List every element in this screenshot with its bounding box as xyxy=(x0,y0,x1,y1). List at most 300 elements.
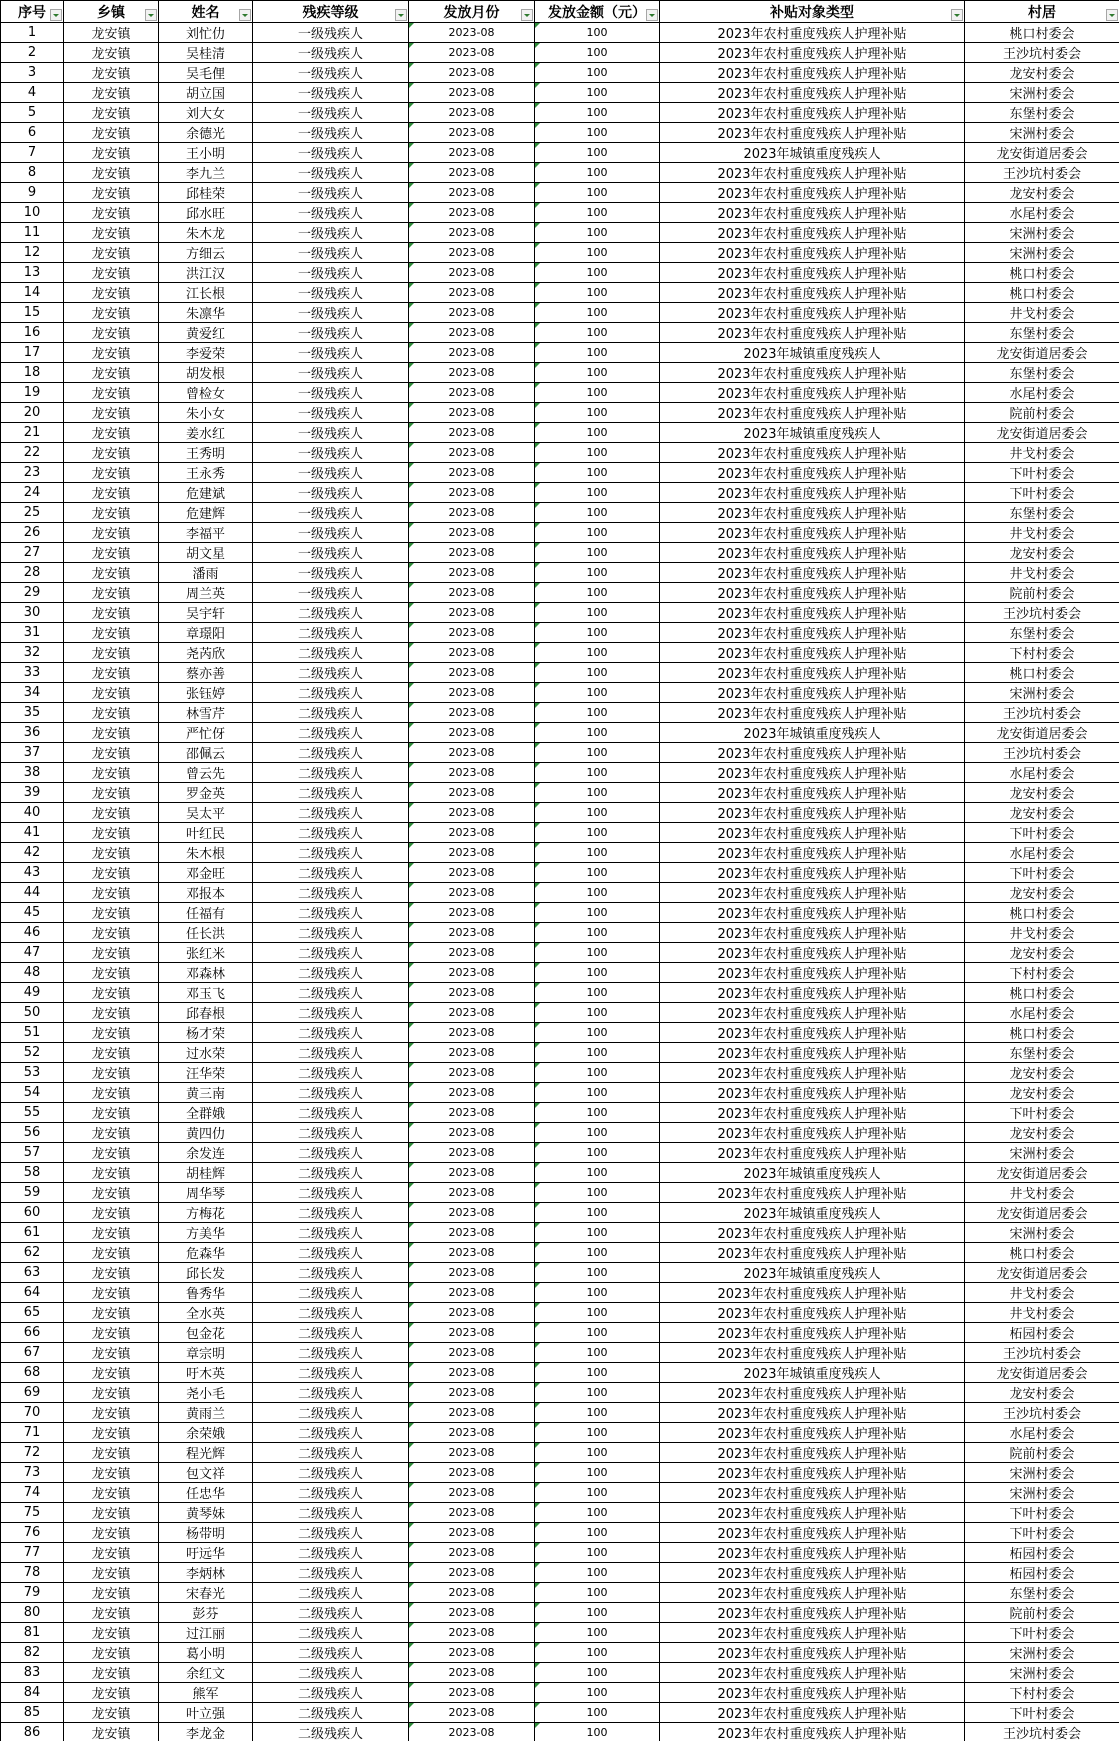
cell-amount[interactable]: 100 xyxy=(535,123,660,143)
cell-village[interactable]: 井戈村委会 xyxy=(965,1283,1119,1303)
cell-amount[interactable]: 100 xyxy=(535,883,660,903)
cell-month[interactable]: 2023-08 xyxy=(409,883,535,903)
cell-village[interactable]: 井戈村委会 xyxy=(965,923,1119,943)
cell-village[interactable]: 龙安村委会 xyxy=(965,783,1119,803)
filter-dropdown-icon[interactable] xyxy=(951,9,963,21)
cell-amount[interactable]: 100 xyxy=(535,23,660,43)
cell-index[interactable]: 80 xyxy=(1,1603,64,1623)
cell-village[interactable]: 宋洲村委会 xyxy=(965,1483,1119,1503)
cell-township[interactable]: 龙安镇 xyxy=(64,1123,159,1143)
cell-disability-level[interactable]: 一级残疾人 xyxy=(253,43,409,63)
cell-village[interactable]: 宋洲村委会 xyxy=(965,1663,1119,1683)
cell-village[interactable]: 东堡村委会 xyxy=(965,503,1119,523)
cell-township[interactable]: 龙安镇 xyxy=(64,663,159,683)
cell-disability-level[interactable]: 二级残疾人 xyxy=(253,983,409,1003)
cell-subsidy-type[interactable]: 2023年农村重度残疾人护理补贴 xyxy=(660,663,965,683)
cell-township[interactable]: 龙安镇 xyxy=(64,503,159,523)
cell-township[interactable]: 龙安镇 xyxy=(64,443,159,463)
cell-township[interactable]: 龙安镇 xyxy=(64,1463,159,1483)
cell-disability-level[interactable]: 一级残疾人 xyxy=(253,403,409,423)
cell-name[interactable]: 胡发根 xyxy=(159,363,253,383)
cell-subsidy-type[interactable]: 2023年农村重度残疾人护理补贴 xyxy=(660,203,965,223)
cell-amount[interactable]: 100 xyxy=(535,383,660,403)
cell-amount[interactable]: 100 xyxy=(535,703,660,723)
cell-disability-level[interactable]: 二级残疾人 xyxy=(253,683,409,703)
cell-disability-level[interactable]: 二级残疾人 xyxy=(253,843,409,863)
cell-subsidy-type[interactable]: 2023年农村重度残疾人护理补贴 xyxy=(660,1023,965,1043)
cell-name[interactable]: 周兰英 xyxy=(159,583,253,603)
header-subsidy-type[interactable] xyxy=(660,1,965,23)
cell-disability-level[interactable]: 一级残疾人 xyxy=(253,203,409,223)
cell-village[interactable]: 下叶村委会 xyxy=(965,1523,1119,1543)
cell-amount[interactable]: 100 xyxy=(535,1043,660,1063)
cell-township[interactable]: 龙安镇 xyxy=(64,543,159,563)
cell-subsidy-type[interactable]: 2023年农村重度残疾人护理补贴 xyxy=(660,563,965,583)
cell-month[interactable]: 2023-08 xyxy=(409,403,535,423)
cell-name[interactable]: 林雪芹 xyxy=(159,703,253,723)
cell-township[interactable]: 龙安镇 xyxy=(64,903,159,923)
cell-amount[interactable]: 100 xyxy=(535,1343,660,1363)
cell-amount[interactable]: 100 xyxy=(535,1203,660,1223)
cell-index[interactable]: 64 xyxy=(1,1283,64,1303)
cell-township[interactable]: 龙安镇 xyxy=(64,323,159,343)
cell-month[interactable]: 2023-08 xyxy=(409,1503,535,1523)
cell-name[interactable]: 邱春根 xyxy=(159,1003,253,1023)
cell-village[interactable]: 桃口村委会 xyxy=(965,663,1119,683)
cell-village[interactable]: 院前村委会 xyxy=(965,1443,1119,1463)
cell-disability-level[interactable]: 二级残疾人 xyxy=(253,723,409,743)
cell-subsidy-type[interactable]: 2023年农村重度残疾人护理补贴 xyxy=(660,363,965,383)
cell-subsidy-type[interactable]: 2023年农村重度残疾人护理补贴 xyxy=(660,523,965,543)
cell-amount[interactable]: 100 xyxy=(535,743,660,763)
cell-township[interactable]: 龙安镇 xyxy=(64,263,159,283)
cell-amount[interactable]: 100 xyxy=(535,463,660,483)
cell-amount[interactable]: 100 xyxy=(535,1623,660,1643)
cell-township[interactable]: 龙安镇 xyxy=(64,183,159,203)
cell-township[interactable]: 龙安镇 xyxy=(64,943,159,963)
cell-amount[interactable]: 100 xyxy=(535,1123,660,1143)
cell-name[interactable]: 危建斌 xyxy=(159,483,253,503)
cell-disability-level[interactable]: 二级残疾人 xyxy=(253,1403,409,1423)
cell-subsidy-type[interactable]: 2023年农村重度残疾人护理补贴 xyxy=(660,1063,965,1083)
cell-amount[interactable]: 100 xyxy=(535,1023,660,1043)
cell-subsidy-type[interactable]: 2023年农村重度残疾人护理补贴 xyxy=(660,63,965,83)
cell-name[interactable]: 周华琴 xyxy=(159,1183,253,1203)
cell-amount[interactable]: 100 xyxy=(535,683,660,703)
cell-disability-level[interactable]: 二级残疾人 xyxy=(253,1563,409,1583)
cell-disability-level[interactable]: 一级残疾人 xyxy=(253,223,409,243)
cell-amount[interactable]: 100 xyxy=(535,1063,660,1083)
cell-township[interactable]: 龙安镇 xyxy=(64,1283,159,1303)
cell-index[interactable]: 46 xyxy=(1,923,64,943)
cell-village[interactable]: 下村村委会 xyxy=(965,963,1119,983)
cell-month[interactable]: 2023-08 xyxy=(409,563,535,583)
cell-name[interactable]: 胡立国 xyxy=(159,83,253,103)
cell-disability-level[interactable]: 二级残疾人 xyxy=(253,1223,409,1243)
cell-name[interactable]: 余红文 xyxy=(159,1663,253,1683)
cell-village[interactable]: 桃口村委会 xyxy=(965,983,1119,1003)
cell-disability-level[interactable]: 二级残疾人 xyxy=(253,1483,409,1503)
cell-index[interactable]: 23 xyxy=(1,463,64,483)
cell-amount[interactable]: 100 xyxy=(535,1363,660,1383)
cell-village[interactable]: 龙安街道居委会 xyxy=(965,1263,1119,1283)
cell-township[interactable]: 龙安镇 xyxy=(64,103,159,123)
header-village[interactable] xyxy=(965,1,1119,23)
cell-amount[interactable]: 100 xyxy=(535,1403,660,1423)
cell-township[interactable]: 龙安镇 xyxy=(64,583,159,603)
cell-amount[interactable]: 100 xyxy=(535,863,660,883)
cell-month[interactable]: 2023-08 xyxy=(409,283,535,303)
cell-month[interactable]: 2023-08 xyxy=(409,1343,535,1363)
cell-township[interactable]: 龙安镇 xyxy=(64,243,159,263)
cell-index[interactable]: 52 xyxy=(1,1043,64,1063)
cell-disability-level[interactable]: 二级残疾人 xyxy=(253,1183,409,1203)
cell-amount[interactable]: 100 xyxy=(535,803,660,823)
cell-village[interactable]: 王沙坑村委会 xyxy=(965,603,1119,623)
cell-name[interactable]: 杨才荣 xyxy=(159,1023,253,1043)
cell-township[interactable]: 龙安镇 xyxy=(64,683,159,703)
cell-month[interactable]: 2023-08 xyxy=(409,183,535,203)
cell-subsidy-type[interactable]: 2023年农村重度残疾人护理补贴 xyxy=(660,23,965,43)
cell-amount[interactable]: 100 xyxy=(535,823,660,843)
cell-name[interactable]: 杨带明 xyxy=(159,1523,253,1543)
cell-name[interactable]: 江长根 xyxy=(159,283,253,303)
cell-name[interactable]: 章宗明 xyxy=(159,1343,253,1363)
cell-index[interactable]: 10 xyxy=(1,203,64,223)
cell-name[interactable]: 邱桂荣 xyxy=(159,183,253,203)
cell-subsidy-type[interactable]: 2023年农村重度残疾人护理补贴 xyxy=(660,783,965,803)
cell-village[interactable]: 宋洲村委会 xyxy=(965,1223,1119,1243)
cell-index[interactable]: 49 xyxy=(1,983,64,1003)
cell-index[interactable]: 3 xyxy=(1,63,64,83)
cell-amount[interactable]: 100 xyxy=(535,1463,660,1483)
cell-township[interactable]: 龙安镇 xyxy=(64,1583,159,1603)
cell-village[interactable]: 龙安街道居委会 xyxy=(965,723,1119,743)
cell-disability-level[interactable]: 一级残疾人 xyxy=(253,363,409,383)
cell-subsidy-type[interactable]: 2023年农村重度残疾人护理补贴 xyxy=(660,1443,965,1463)
cell-month[interactable]: 2023-08 xyxy=(409,743,535,763)
cell-month[interactable]: 2023-08 xyxy=(409,1663,535,1683)
cell-index[interactable]: 75 xyxy=(1,1503,64,1523)
cell-village[interactable]: 桃口村委会 xyxy=(965,1023,1119,1043)
cell-township[interactable]: 龙安镇 xyxy=(64,203,159,223)
cell-village[interactable]: 宋洲村委会 xyxy=(965,1643,1119,1663)
cell-disability-level[interactable]: 二级残疾人 xyxy=(253,1503,409,1523)
cell-month[interactable]: 2023-08 xyxy=(409,43,535,63)
cell-amount[interactable]: 100 xyxy=(535,783,660,803)
cell-month[interactable]: 2023-08 xyxy=(409,983,535,1003)
cell-subsidy-type[interactable]: 2023年农村重度残疾人护理补贴 xyxy=(660,103,965,123)
cell-index[interactable]: 6 xyxy=(1,123,64,143)
cell-name[interactable]: 王永秀 xyxy=(159,463,253,483)
cell-disability-level[interactable]: 二级残疾人 xyxy=(253,1043,409,1063)
cell-subsidy-type[interactable]: 2023年农村重度残疾人护理补贴 xyxy=(660,1503,965,1523)
cell-month[interactable]: 2023-08 xyxy=(409,1203,535,1223)
cell-month[interactable]: 2023-08 xyxy=(409,463,535,483)
cell-subsidy-type[interactable]: 2023年农村重度残疾人护理补贴 xyxy=(660,1643,965,1663)
cell-disability-level[interactable]: 二级残疾人 xyxy=(253,1303,409,1323)
cell-disability-level[interactable]: 二级残疾人 xyxy=(253,643,409,663)
cell-name[interactable]: 危建辉 xyxy=(159,503,253,523)
cell-index[interactable]: 76 xyxy=(1,1523,64,1543)
cell-index[interactable]: 15 xyxy=(1,303,64,323)
cell-month[interactable]: 2023-08 xyxy=(409,1263,535,1283)
cell-month[interactable]: 2023-08 xyxy=(409,223,535,243)
cell-name[interactable]: 朱木龙 xyxy=(159,223,253,243)
cell-subsidy-type[interactable]: 2023年农村重度残疾人护理补贴 xyxy=(660,1483,965,1503)
cell-village[interactable]: 水尾村委会 xyxy=(965,203,1119,223)
cell-amount[interactable]: 100 xyxy=(535,623,660,643)
cell-subsidy-type[interactable]: 2023年城镇重度残疾人 xyxy=(660,1263,965,1283)
cell-index[interactable]: 77 xyxy=(1,1543,64,1563)
filter-dropdown-icon[interactable] xyxy=(50,9,62,21)
cell-amount[interactable]: 100 xyxy=(535,843,660,863)
cell-index[interactable]: 63 xyxy=(1,1263,64,1283)
cell-subsidy-type[interactable]: 2023年农村重度残疾人护理补贴 xyxy=(660,1003,965,1023)
cell-subsidy-type[interactable]: 2023年农村重度残疾人护理补贴 xyxy=(660,803,965,823)
cell-township[interactable]: 龙安镇 xyxy=(64,1223,159,1243)
cell-disability-level[interactable]: 二级残疾人 xyxy=(253,1143,409,1163)
cell-subsidy-type[interactable]: 2023年农村重度残疾人护理补贴 xyxy=(660,683,965,703)
cell-month[interactable]: 2023-08 xyxy=(409,1363,535,1383)
cell-index[interactable]: 56 xyxy=(1,1123,64,1143)
cell-village[interactable]: 桃口村委会 xyxy=(965,283,1119,303)
cell-village[interactable]: 下叶村委会 xyxy=(965,1103,1119,1123)
cell-name[interactable]: 黄四仂 xyxy=(159,1123,253,1143)
cell-village[interactable]: 王沙坑村委会 xyxy=(965,1343,1119,1363)
cell-village[interactable]: 东堡村委会 xyxy=(965,363,1119,383)
cell-month[interactable]: 2023-08 xyxy=(409,1323,535,1343)
cell-name[interactable]: 尧芮欣 xyxy=(159,643,253,663)
cell-month[interactable]: 2023-08 xyxy=(409,1383,535,1403)
cell-name[interactable]: 邱水旺 xyxy=(159,203,253,223)
cell-disability-level[interactable]: 一级残疾人 xyxy=(253,303,409,323)
cell-month[interactable]: 2023-08 xyxy=(409,1243,535,1263)
cell-village[interactable]: 柘园村委会 xyxy=(965,1563,1119,1583)
cell-amount[interactable]: 100 xyxy=(535,63,660,83)
cell-subsidy-type[interactable]: 2023年农村重度残疾人护理补贴 xyxy=(660,743,965,763)
cell-disability-level[interactable]: 一级残疾人 xyxy=(253,423,409,443)
cell-month[interactable]: 2023-08 xyxy=(409,1283,535,1303)
cell-name[interactable]: 李九兰 xyxy=(159,163,253,183)
cell-index[interactable]: 9 xyxy=(1,183,64,203)
cell-index[interactable]: 50 xyxy=(1,1003,64,1023)
cell-amount[interactable]: 100 xyxy=(535,303,660,323)
cell-township[interactable]: 龙安镇 xyxy=(64,1563,159,1583)
cell-name[interactable]: 蔡亦善 xyxy=(159,663,253,683)
cell-amount[interactable]: 100 xyxy=(535,503,660,523)
cell-village[interactable]: 水尾村委会 xyxy=(965,383,1119,403)
cell-township[interactable]: 龙安镇 xyxy=(64,1043,159,1063)
cell-village[interactable]: 龙安街道居委会 xyxy=(965,143,1119,163)
cell-name[interactable]: 邓报本 xyxy=(159,883,253,903)
cell-subsidy-type[interactable]: 2023年农村重度残疾人护理补贴 xyxy=(660,943,965,963)
cell-amount[interactable]: 100 xyxy=(535,423,660,443)
cell-name[interactable]: 吴太平 xyxy=(159,803,253,823)
cell-subsidy-type[interactable]: 2023年农村重度残疾人护理补贴 xyxy=(660,243,965,263)
cell-township[interactable]: 龙安镇 xyxy=(64,523,159,543)
cell-month[interactable]: 2023-08 xyxy=(409,1303,535,1323)
cell-village[interactable]: 井戈村委会 xyxy=(965,1303,1119,1323)
cell-subsidy-type[interactable]: 2023年农村重度残疾人护理补贴 xyxy=(660,543,965,563)
cell-village[interactable]: 王沙坑村委会 xyxy=(965,743,1119,763)
cell-index[interactable]: 8 xyxy=(1,163,64,183)
cell-subsidy-type[interactable]: 2023年农村重度残疾人护理补贴 xyxy=(660,303,965,323)
cell-index[interactable]: 26 xyxy=(1,523,64,543)
cell-village[interactable]: 桃口村委会 xyxy=(965,23,1119,43)
cell-township[interactable]: 龙安镇 xyxy=(64,1003,159,1023)
cell-index[interactable]: 34 xyxy=(1,683,64,703)
cell-index[interactable]: 57 xyxy=(1,1143,64,1163)
cell-index[interactable]: 19 xyxy=(1,383,64,403)
cell-subsidy-type[interactable]: 2023年农村重度残疾人护理补贴 xyxy=(660,603,965,623)
cell-township[interactable]: 龙安镇 xyxy=(64,703,159,723)
cell-subsidy-type[interactable]: 2023年农村重度残疾人护理补贴 xyxy=(660,883,965,903)
cell-disability-level[interactable]: 一级残疾人 xyxy=(253,263,409,283)
cell-township[interactable]: 龙安镇 xyxy=(64,763,159,783)
cell-township[interactable]: 龙安镇 xyxy=(64,843,159,863)
cell-name[interactable]: 吁远华 xyxy=(159,1543,253,1563)
cell-township[interactable]: 龙安镇 xyxy=(64,43,159,63)
cell-name[interactable]: 尧小毛 xyxy=(159,1383,253,1403)
cell-month[interactable]: 2023-08 xyxy=(409,1143,535,1163)
cell-subsidy-type[interactable]: 2023年农村重度残疾人护理补贴 xyxy=(660,583,965,603)
cell-month[interactable]: 2023-08 xyxy=(409,543,535,563)
cell-disability-level[interactable]: 一级残疾人 xyxy=(253,383,409,403)
cell-disability-level[interactable]: 二级残疾人 xyxy=(253,1163,409,1183)
cell-index[interactable]: 12 xyxy=(1,243,64,263)
cell-township[interactable]: 龙安镇 xyxy=(64,1523,159,1543)
cell-village[interactable]: 下叶村委会 xyxy=(965,1503,1119,1523)
cell-amount[interactable]: 100 xyxy=(535,543,660,563)
cell-amount[interactable]: 100 xyxy=(535,583,660,603)
cell-index[interactable]: 53 xyxy=(1,1063,64,1083)
cell-village[interactable]: 龙安村委会 xyxy=(965,1383,1119,1403)
cell-amount[interactable]: 100 xyxy=(535,903,660,923)
cell-index[interactable]: 48 xyxy=(1,963,64,983)
cell-disability-level[interactable]: 一级残疾人 xyxy=(253,443,409,463)
cell-index[interactable]: 41 xyxy=(1,823,64,843)
cell-disability-level[interactable]: 二级残疾人 xyxy=(253,1083,409,1103)
filter-dropdown-icon[interactable] xyxy=(239,9,251,21)
cell-disability-level[interactable]: 一级残疾人 xyxy=(253,123,409,143)
cell-index[interactable]: 74 xyxy=(1,1483,64,1503)
cell-month[interactable]: 2023-08 xyxy=(409,263,535,283)
cell-subsidy-type[interactable]: 2023年农村重度残疾人护理补贴 xyxy=(660,323,965,343)
cell-disability-level[interactable]: 一级残疾人 xyxy=(253,523,409,543)
cell-name[interactable]: 胡桂辉 xyxy=(159,1163,253,1183)
cell-village[interactable]: 桃口村委会 xyxy=(965,903,1119,923)
cell-name[interactable]: 汪华荣 xyxy=(159,1063,253,1083)
cell-township[interactable]: 龙安镇 xyxy=(64,1303,159,1323)
cell-name[interactable]: 邓金旺 xyxy=(159,863,253,883)
cell-name[interactable]: 姜水红 xyxy=(159,423,253,443)
cell-subsidy-type[interactable]: 2023年农村重度残疾人护理补贴 xyxy=(660,283,965,303)
cell-subsidy-type[interactable]: 2023年农村重度残疾人护理补贴 xyxy=(660,863,965,883)
cell-disability-level[interactable]: 二级残疾人 xyxy=(253,863,409,883)
cell-name[interactable]: 危森华 xyxy=(159,1243,253,1263)
cell-disability-level[interactable]: 二级残疾人 xyxy=(253,1663,409,1683)
cell-village[interactable]: 龙安街道居委会 xyxy=(965,1363,1119,1383)
cell-month[interactable]: 2023-08 xyxy=(409,443,535,463)
cell-village[interactable]: 井戈村委会 xyxy=(965,443,1119,463)
cell-township[interactable]: 龙安镇 xyxy=(64,643,159,663)
cell-index[interactable]: 65 xyxy=(1,1303,64,1323)
cell-index[interactable]: 67 xyxy=(1,1343,64,1363)
cell-month[interactable]: 2023-08 xyxy=(409,823,535,843)
cell-village[interactable]: 龙安村委会 xyxy=(965,63,1119,83)
cell-amount[interactable]: 100 xyxy=(535,1163,660,1183)
cell-amount[interactable]: 100 xyxy=(535,1543,660,1563)
cell-township[interactable]: 龙安镇 xyxy=(64,1163,159,1183)
cell-amount[interactable]: 100 xyxy=(535,483,660,503)
cell-name[interactable]: 葛小明 xyxy=(159,1643,253,1663)
cell-index[interactable]: 21 xyxy=(1,423,64,443)
cell-month[interactable]: 2023-08 xyxy=(409,323,535,343)
cell-subsidy-type[interactable]: 2023年农村重度残疾人护理补贴 xyxy=(660,1463,965,1483)
cell-month[interactable]: 2023-08 xyxy=(409,1523,535,1543)
cell-name[interactable]: 鲁秀华 xyxy=(159,1283,253,1303)
cell-township[interactable]: 龙安镇 xyxy=(64,223,159,243)
cell-disability-level[interactable]: 一级残疾人 xyxy=(253,143,409,163)
cell-township[interactable]: 龙安镇 xyxy=(64,1503,159,1523)
cell-name[interactable]: 方梅花 xyxy=(159,1203,253,1223)
cell-name[interactable]: 刘忙仂 xyxy=(159,23,253,43)
cell-village[interactable]: 宋洲村委会 xyxy=(965,243,1119,263)
cell-subsidy-type[interactable]: 2023年农村重度残疾人护理补贴 xyxy=(660,623,965,643)
cell-name[interactable]: 熊军 xyxy=(159,1683,253,1703)
cell-name[interactable]: 刘大女 xyxy=(159,103,253,123)
cell-disability-level[interactable]: 一级残疾人 xyxy=(253,243,409,263)
cell-subsidy-type[interactable]: 2023年农村重度残疾人护理补贴 xyxy=(660,1583,965,1603)
cell-name[interactable]: 曾云先 xyxy=(159,763,253,783)
cell-subsidy-type[interactable]: 2023年农村重度残疾人护理补贴 xyxy=(660,123,965,143)
cell-index[interactable]: 51 xyxy=(1,1023,64,1043)
cell-township[interactable]: 龙安镇 xyxy=(64,823,159,843)
cell-subsidy-type[interactable]: 2023年农村重度残疾人护理补贴 xyxy=(660,1563,965,1583)
cell-disability-level[interactable]: 二级残疾人 xyxy=(253,1363,409,1383)
cell-month[interactable]: 2023-08 xyxy=(409,763,535,783)
cell-amount[interactable]: 100 xyxy=(535,143,660,163)
cell-township[interactable]: 龙安镇 xyxy=(64,1723,159,1741)
cell-disability-level[interactable]: 二级残疾人 xyxy=(253,703,409,723)
cell-disability-level[interactable]: 二级残疾人 xyxy=(253,1523,409,1543)
cell-subsidy-type[interactable]: 2023年城镇重度残疾人 xyxy=(660,423,965,443)
cell-disability-level[interactable]: 一级残疾人 xyxy=(253,463,409,483)
cell-name[interactable]: 王秀明 xyxy=(159,443,253,463)
cell-subsidy-type[interactable]: 2023年农村重度残疾人护理补贴 xyxy=(660,263,965,283)
cell-township[interactable]: 龙安镇 xyxy=(64,343,159,363)
cell-disability-level[interactable]: 二级残疾人 xyxy=(253,1643,409,1663)
cell-subsidy-type[interactable]: 2023年农村重度残疾人护理补贴 xyxy=(660,43,965,63)
cell-name[interactable]: 包文祥 xyxy=(159,1463,253,1483)
cell-disability-level[interactable]: 二级残疾人 xyxy=(253,783,409,803)
cell-month[interactable]: 2023-08 xyxy=(409,1423,535,1443)
cell-amount[interactable]: 100 xyxy=(535,1603,660,1623)
cell-index[interactable]: 71 xyxy=(1,1423,64,1443)
cell-index[interactable]: 11 xyxy=(1,223,64,243)
cell-village[interactable]: 井戈村委会 xyxy=(965,303,1119,323)
cell-index[interactable]: 40 xyxy=(1,803,64,823)
cell-township[interactable]: 龙安镇 xyxy=(64,283,159,303)
cell-disability-level[interactable]: 二级残疾人 xyxy=(253,903,409,923)
cell-disability-level[interactable]: 二级残疾人 xyxy=(253,1063,409,1083)
cell-index[interactable]: 42 xyxy=(1,843,64,863)
cell-name[interactable]: 李龙金 xyxy=(159,1723,253,1741)
cell-name[interactable]: 程光辉 xyxy=(159,1443,253,1463)
cell-amount[interactable]: 100 xyxy=(535,1583,660,1603)
cell-village[interactable]: 水尾村委会 xyxy=(965,1423,1119,1443)
